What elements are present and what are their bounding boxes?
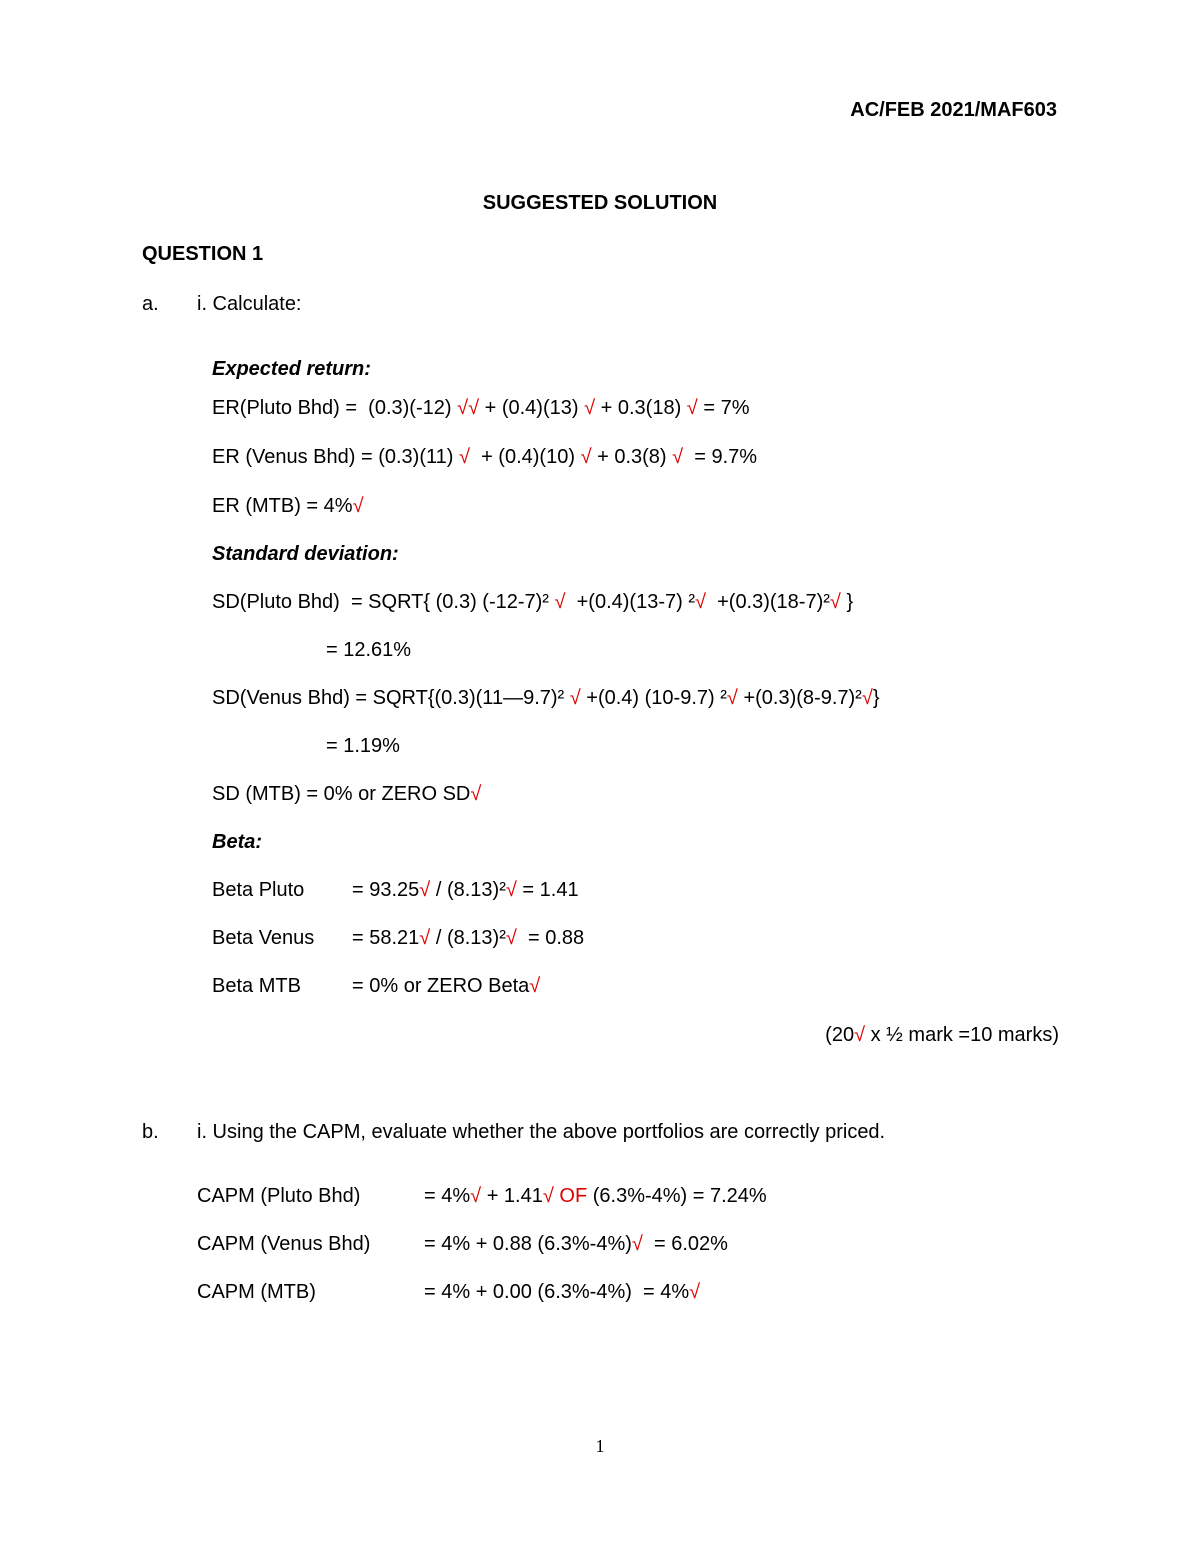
text-segment: = 12.61% xyxy=(326,639,412,661)
expected-return-heading: Expected return: xyxy=(212,358,371,380)
sd-venus-result xyxy=(326,736,400,756)
capm-venus-value xyxy=(424,1234,728,1254)
part-a-task: i. Calculate: xyxy=(197,293,302,315)
tick-mark: √ xyxy=(672,446,684,468)
tick-mark: √ xyxy=(505,927,517,949)
sd-mtb-line xyxy=(212,784,481,804)
text-segment: SD(Pluto Bhd) = SQRT{ (0.3) (-12-7)² xyxy=(212,591,555,613)
text-segment: = 0% or ZERO Beta xyxy=(352,975,530,997)
standard-deviation-heading: Standard deviation: xyxy=(212,543,399,565)
tick-mark: √ xyxy=(584,397,596,419)
text-segment: ER(Pluto Bhd) = (0.3)(-12) xyxy=(212,397,458,419)
tick-mark: √ xyxy=(458,446,470,468)
tick-mark: √ xyxy=(529,975,541,997)
capm-pluto-label: CAPM (Pluto Bhd) xyxy=(197,1185,361,1207)
text-segment: } xyxy=(872,687,880,709)
text-segment: = 93.25 xyxy=(352,879,420,901)
tick-mark: √ xyxy=(686,397,698,419)
text-segment: = 4% + 0.88 (6.3%-4%) xyxy=(424,1233,632,1255)
tick-mark: √ xyxy=(419,879,431,901)
tick-mark: √ xyxy=(829,591,841,613)
tick-mark: √ xyxy=(726,687,738,709)
text-segment: + (0.4)(10) xyxy=(469,446,581,468)
text-segment: (6.3%-4%) = 7.24% xyxy=(587,1185,767,1207)
text-segment: +(0.3)(18-7)² xyxy=(705,591,830,613)
tick-mark: √ xyxy=(689,1281,701,1303)
text-segment: + 1.41 xyxy=(481,1185,543,1207)
beta-venus-value xyxy=(352,928,584,948)
page-number: 1 xyxy=(595,1436,605,1456)
beta-pluto-value xyxy=(352,880,579,900)
part-a-marker: a. xyxy=(142,293,159,315)
document-title: SUGGESTED SOLUTION xyxy=(482,192,718,214)
text-segment: SD (MTB) = 0% or ZERO SD xyxy=(212,783,471,805)
tick-mark: √ xyxy=(470,1185,482,1207)
sd-pluto-line xyxy=(212,592,853,612)
tick-mark: √ xyxy=(419,927,431,949)
capm-venus-label: CAPM (Venus Bhd) xyxy=(197,1233,371,1255)
tick-mark: √ xyxy=(470,783,482,805)
text-segment: = 4% xyxy=(424,1185,471,1207)
text-segment: SD(Venus Bhd) = SQRT{(0.3)(11—9.7)² xyxy=(212,687,570,709)
text-segment: ER (MTB) = 4% xyxy=(212,495,353,517)
text-segment: ER (Venus Bhd) = (0.3)(11) xyxy=(212,446,459,468)
tick-mark: √ xyxy=(352,495,364,517)
text-segment: + (0.4)(13) xyxy=(479,397,585,419)
tick-mark: √ xyxy=(854,1024,866,1046)
sd-venus-line xyxy=(212,688,880,708)
document-code: AC/FEB 2021/MAF603 xyxy=(850,99,1057,121)
beta-venus-label: Beta Venus xyxy=(212,927,315,949)
capm-mtb-label: CAPM (MTB) xyxy=(197,1281,316,1303)
text-segment: = 6.02% xyxy=(642,1233,728,1255)
text-segment: } xyxy=(840,591,854,613)
beta-pluto-label: Beta Pluto xyxy=(212,879,305,901)
text-segment: + 0.3(8) xyxy=(591,446,673,468)
text-segment: x ½ mark =10 marks) xyxy=(865,1024,1059,1046)
beta-heading: Beta: xyxy=(212,831,263,853)
er-venus-line xyxy=(212,447,757,467)
part-b-marker: b. xyxy=(142,1121,159,1143)
sd-pluto-result xyxy=(326,640,411,660)
beta-mtb-value xyxy=(352,976,540,996)
question-heading: QUESTION 1 xyxy=(142,243,264,265)
tick-mark: √ OF xyxy=(542,1185,588,1207)
text-segment: = 0.88 xyxy=(516,927,585,949)
text-segment: = 7% xyxy=(697,397,750,419)
tick-mark: √ xyxy=(861,687,873,709)
er-mtb-line xyxy=(212,496,364,516)
text-segment: +(0.4) (10-9.7) ² xyxy=(580,687,727,709)
text-segment: (20 xyxy=(825,1024,855,1046)
marks-allocation xyxy=(825,1025,1059,1045)
er-pluto-line xyxy=(212,398,749,418)
tick-mark: √ xyxy=(580,446,592,468)
capm-mtb-value xyxy=(424,1282,700,1302)
text-segment: = 58.21 xyxy=(352,927,420,949)
tick-mark: √√ xyxy=(457,397,480,419)
text-segment: = 1.19% xyxy=(326,735,400,757)
tick-mark: √ xyxy=(695,591,706,613)
tick-mark: √ xyxy=(505,879,517,901)
text-segment: +(0.3)(8-9.7)² xyxy=(737,687,862,709)
text-segment: / (8.13)² xyxy=(430,927,506,949)
text-segment: +(0.4)(13-7) ² xyxy=(565,591,695,613)
part-b-task: i. Using the CAPM, evaluate whether the above portfolios are correctly priced. xyxy=(197,1121,886,1143)
text-segment: = 4% + 0.00 (6.3%-4%) = 4% xyxy=(424,1281,690,1303)
text-segment: = 9.7% xyxy=(683,446,758,468)
beta-mtb-label: Beta MTB xyxy=(212,975,301,997)
capm-pluto-value xyxy=(424,1186,767,1206)
tick-mark: √ xyxy=(631,1233,643,1255)
text-segment: = 1.41 xyxy=(516,879,579,901)
tick-mark: √ xyxy=(569,687,581,709)
text-segment: / (8.13)² xyxy=(430,879,506,901)
text-segment: + 0.3(18) xyxy=(595,397,687,419)
tick-mark: √ xyxy=(554,591,566,613)
